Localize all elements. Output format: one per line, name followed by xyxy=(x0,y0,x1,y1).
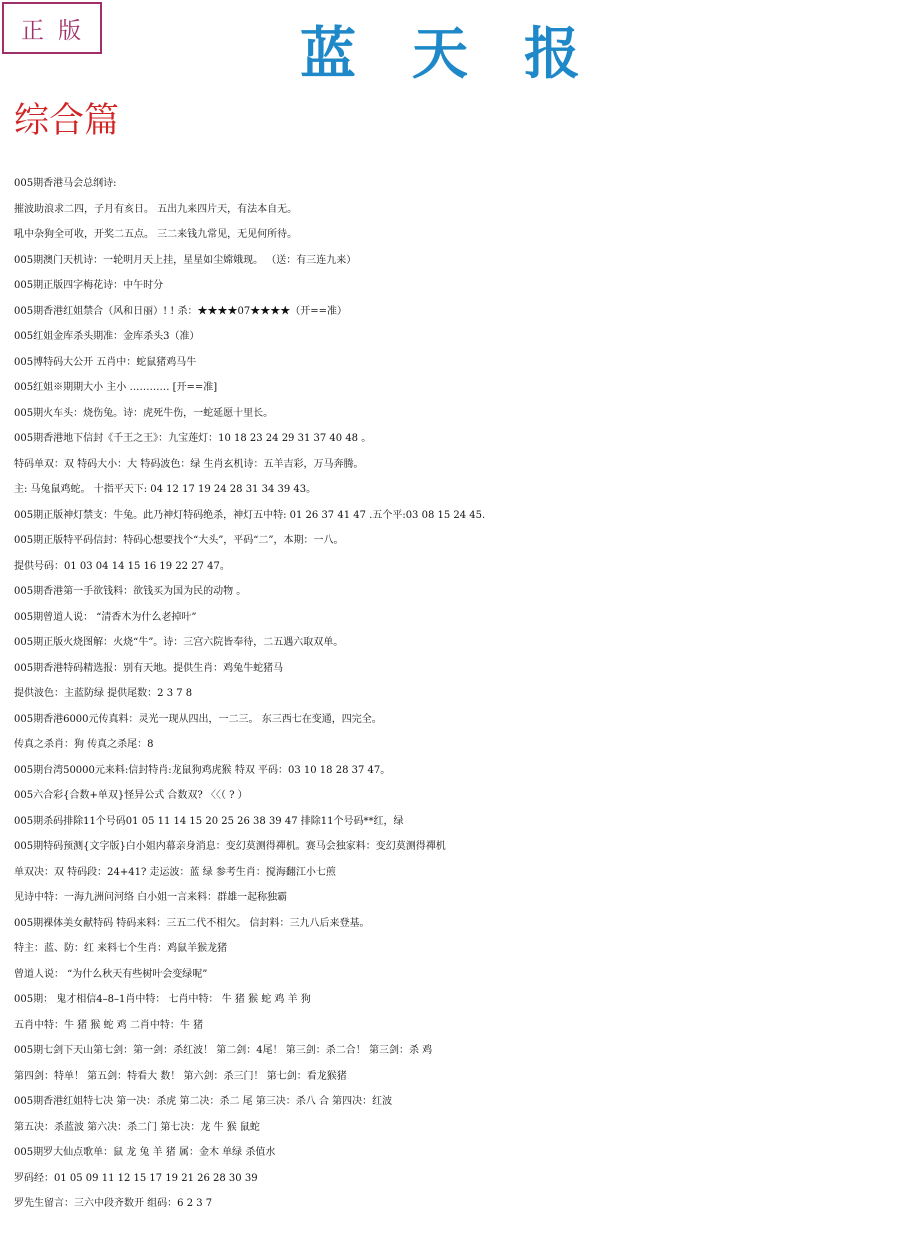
text-line: 005期香港地下信封《千王之王》：九宝莲灯：10 18 23 24 29 31 37 40 48 。 xyxy=(14,433,372,444)
text-line: 005期香港红姐特七决 第一决：杀虎 第二决：杀二 尾 第三决：杀八 合 第四决：红波 xyxy=(14,1096,393,1107)
text-line: 005红姐※期期大小 主小 ………… [开==准] xyxy=(14,382,218,393)
text-line: 罗码经：01 05 09 11 12 15 17 19 21 26 28 30 39 xyxy=(14,1172,258,1184)
text-line: 005期七剑下天山第七剑：第一剑：杀红波！ 第二剑：4尾！ 第三剑：杀二合！ 第三剑：杀 鸡 xyxy=(14,1045,433,1056)
text-line: 005期火车头：烧伤兔。诗：虎死牛伤，一蛇延愿十里长。 xyxy=(14,407,274,419)
text-line: 005期特码预测{文字版}白小姐内幕亲身消息：变幻莫测得禪机。赛马会独家料：变幻莫测得禪机 xyxy=(14,841,446,852)
text-line: 005期曾道人说： “清香木为什么老掉叶” xyxy=(14,611,197,623)
text-line: 005六合彩{合数+单双}怪异公式 合数双? 〈〈（ ? ） xyxy=(14,790,248,801)
text-line: 吼中杂狗全可收，开奖二五点。 三二来钱九常见，无见何所待。 xyxy=(14,229,298,240)
section-title: 综合篇 xyxy=(14,101,120,141)
text-line: 005期裸体美女献特码 特码来料：三五二代不相欠。 信封料：三九八后来登基。 xyxy=(14,917,370,929)
text-line: 提供号码：01 03 04 14 15 16 19 22 27 47。 xyxy=(14,560,230,572)
text-line: 005期杀码排除11个号码01 05 11 14 15 20 25 26 38 39 47 排除11个号码**红，绿 xyxy=(14,815,404,827)
text-line: 见诗中特：一海九洲问河络 白小姐一言来料：群雄一起称独霸 xyxy=(14,892,288,903)
text-line: 005期正版特平码信封：特码心想要找个“大头”，平码“二”，本期：一八。 xyxy=(14,535,344,546)
text-line: 曾道人说： “为什么秋天有些树叶会变绿呢” xyxy=(14,968,208,980)
text-line: 005期香港红姐禁合（风和日丽）! ! 杀：★★★★07★★★★（开==准） xyxy=(14,305,347,317)
text-line: 005期正版神灯禁支：牛兔。此乃神灯特码绝杀，神灯五中特: 01 26 37 41 47 .五个平:03 08 15 24 45. xyxy=(14,509,486,521)
text-line: 005期香港马会总纲诗: xyxy=(14,178,117,189)
text-line: 005期香港第一手欲钱料：欲钱买为国为民的动物 。 xyxy=(14,586,247,597)
text-line: 005期罗大仙点歌单：鼠 龙 兔 羊 猪 属：金木 单绿 杀值水 xyxy=(14,1147,276,1158)
text-line: 提供波色：主蓝防绿 提供尾数：2 3 7 8 xyxy=(14,688,193,699)
text-line: 005期： 鬼才相信4–8–1肖中特： 七肖中特： 牛 猪 猴 蛇 鸡 羊 狗 xyxy=(14,994,311,1005)
content-lines xyxy=(14,171,900,1217)
text-line: 罗先生留言：三六中段齐数开 组码：6 2 3 7 xyxy=(14,1198,213,1209)
text-line: 第五决：杀蓝波 第六决：杀二门 第七决：龙 牛 猴 鼠蛇 xyxy=(14,1121,260,1133)
text-line: 摧波助浪求二四，子月有亥日。 五出九来四片天，有法本自无。 xyxy=(14,203,298,215)
edition-badge: 正版 xyxy=(2,2,102,54)
text-line: 005期台湾50000元来料:信封特肖:龙鼠狗鸡虎猴 特双 平码：03 10 18 28 37 47。 xyxy=(14,764,391,776)
text-line: 单双决：双 特码段：24+41? 走运波：蓝 绿 参考生肖：搅海翻江小七煎 xyxy=(14,866,336,878)
text-line: 005期正版火烧图解：火烧“牛”。诗：三宫六院皆奉待，二五遇六取双单。 xyxy=(14,637,344,648)
text-line: 五肖中特：牛 猪 猴 蛇 鸡 二肖中特：牛 猪 xyxy=(14,1019,204,1031)
text-line: 传真之杀肖：狗 传真之杀尾：8 xyxy=(14,739,154,750)
text-line: 特码单双：双 特码大小：大 特码波色：绿 生肖玄机诗：五羊吉彩，万马奔腾。 xyxy=(14,458,364,470)
text-line: 005期澳门天机诗：一轮明月天上挂，星星如尘嫦娥现。 （送：有三连九来） xyxy=(14,254,357,266)
text-line: 005期香港特码精选报：别有天地。提供生肖：鸡兔牛蛇猪马 xyxy=(14,662,284,674)
text-line: 005红姐金库杀头期准：金库杀头3（准） xyxy=(14,331,200,342)
page-title: 蓝天报 xyxy=(300,22,636,87)
text-line: 005博特码大公开 五肖中：蛇鼠猪鸡马牛 xyxy=(14,356,197,368)
text-line: 005期香港6000元传真料：灵光一现从四出，一二三。 东三西七在变通，四完全。 xyxy=(14,713,382,725)
text-line: 第四剑：特单！ 第五剑：特看大 数！ 第六剑：杀三门！ 第七剑：看龙猴猪 xyxy=(14,1070,347,1082)
text-line: 主: 马兔鼠鸡蛇。 十指平天下: 04 12 17 19 24 28 31 34 39 43。 xyxy=(14,484,317,495)
text-line: 特主：蓝、防：红 来料七个生肖：鸡鼠羊猴龙猪 xyxy=(14,943,228,954)
text-line: 005期正版四字梅花诗：中午时分 xyxy=(14,280,164,291)
